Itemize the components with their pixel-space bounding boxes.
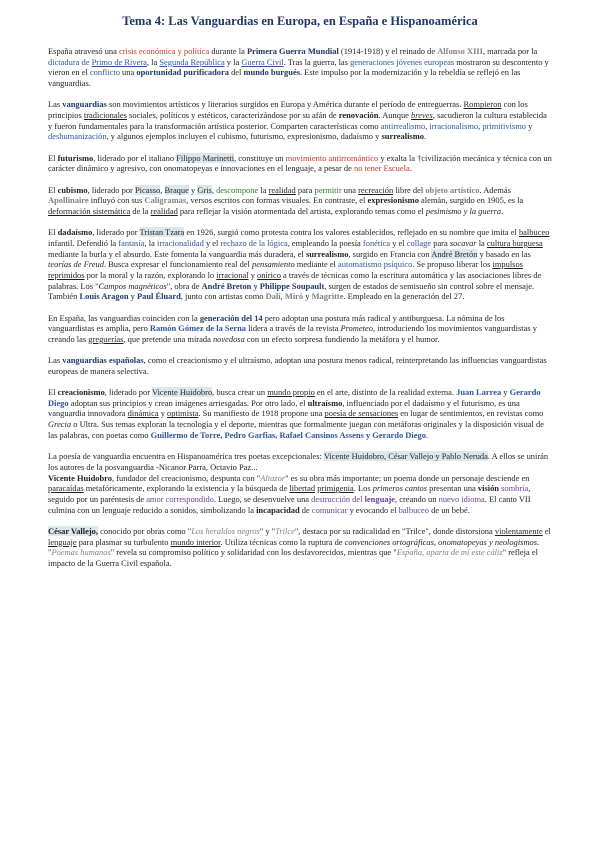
text: para plasmar su turbulento	[76, 536, 171, 547]
text: y la	[224, 56, 242, 67]
text: una	[341, 184, 359, 195]
text: antirrealismo	[380, 120, 426, 131]
text: en 1926, surgió como protesta contra los valores establecidos, reflejado en su nombre que imita el	[184, 227, 519, 238]
text: La poesía de vanguardia encuentra en Hispanoamérica tres poetas excepcionales:	[48, 451, 324, 462]
text: Louis Aragon	[79, 291, 129, 302]
text: André Bretón	[431, 248, 478, 259]
text: en el arte, distinto de la realidad externa.	[314, 387, 457, 398]
text: El	[48, 227, 58, 238]
text: deformación sistemática	[48, 205, 131, 216]
text: y	[158, 408, 168, 419]
text: o Ultra. Sus temas exploran la tecnología y el deporte, mientras que formalmente juegan con metáforas originales y la disposición visual de las palabras, con poetas como	[48, 419, 544, 440]
text: . El canto VII culmina con un lenguaje reducido a sonidos, simbolizando la	[48, 493, 531, 515]
text: Tristan Tzara	[139, 227, 185, 238]
text: , junto con artistas como	[180, 291, 266, 302]
text: mundo propio	[267, 387, 315, 398]
text: onírico	[257, 269, 281, 280]
text: lenguaje	[364, 493, 396, 504]
text: una	[119, 67, 137, 78]
text: y el	[203, 237, 221, 248]
paragraph-huidobro	[48, 473, 552, 516]
text: El	[48, 387, 58, 398]
text: Primo de Rivera	[91, 56, 147, 67]
text: no tener Escuela	[353, 163, 410, 174]
text: infantil. Defendió la	[48, 237, 119, 248]
text: Picasso	[134, 184, 161, 195]
text: .	[501, 205, 504, 216]
text: Rompieron	[463, 99, 502, 110]
text: Ramón Gómez de la Serna	[149, 323, 247, 334]
text: primeros cantos	[372, 483, 428, 494]
text: futurismo	[57, 152, 94, 163]
paragraph-vanguardias-espana	[48, 313, 552, 345]
text: Campos magnéticos	[98, 280, 167, 291]
text: Filippo Marinetti	[176, 152, 235, 163]
text: cubismo	[57, 184, 88, 195]
text: mundo interior	[170, 536, 221, 547]
text: del	[228, 67, 244, 78]
text: Segunda República	[159, 56, 225, 67]
paragraph-futurismo	[48, 153, 552, 174]
text: ultraísmo	[307, 397, 343, 408]
text: " y "	[259, 525, 276, 536]
text: y evocando el	[347, 504, 399, 515]
text: paracaídas	[48, 483, 84, 494]
text: , introduciendo los movimientos vanguardistas y creando las	[48, 323, 537, 344]
text: realidad	[268, 184, 296, 195]
text: oportunidad purificadora	[136, 67, 229, 78]
text: el	[542, 525, 551, 536]
text: greguerías	[88, 333, 124, 344]
text: . Aunque	[378, 110, 412, 121]
text: y exalta la †civilización mecánica y técnica con un carácter dinámico y agresivo, con onomatopeyas e innovaciones en el lenguaje, a pesar de	[48, 152, 552, 174]
text: visión	[477, 483, 499, 494]
text: , versos escritos con formas visuales. En contraste, el	[186, 195, 368, 206]
text: . Además	[479, 184, 511, 195]
text: impulsos reprimidos	[48, 259, 523, 280]
text: vanguardias	[62, 99, 107, 110]
text: irracional	[216, 269, 249, 280]
text: movimiento antirromántico	[285, 152, 379, 163]
text: Gerardo Diego	[48, 387, 541, 408]
text: , influenciado por el dadaísmo y el futurismo, es una vanguardia innovadora	[48, 397, 520, 419]
text: primitivismo	[482, 120, 526, 131]
text: balbuceo	[398, 504, 430, 515]
text: mostraron su descontento y vieron en el	[48, 56, 549, 78]
text: Trilce	[275, 525, 295, 536]
text: renovación	[338, 110, 379, 121]
text: , surgido en Francia con	[348, 248, 432, 259]
text: conflicto	[89, 67, 120, 78]
text: conocido por obras como "	[98, 525, 192, 536]
text: . Empleado en la generación del 27.	[343, 291, 465, 302]
text: fantasía	[118, 237, 145, 248]
text: crisis económica y política	[119, 46, 210, 56]
text: metafóricamente, explorando la existencia y la búsqueda de	[83, 483, 290, 494]
text: . Este impulso por la modernización y la rebeldía se reflejó en las vanguardias.	[48, 67, 521, 89]
text: surrealismo	[381, 131, 424, 142]
paragraph-hispanoamerica	[48, 451, 552, 472]
text: vanguardias españolas	[62, 355, 144, 366]
text: Miró	[284, 291, 304, 302]
text: Apollinaire	[48, 195, 89, 206]
text: Vicente Huidobro	[151, 387, 213, 398]
text: En España, las vanguardias coinciden con la	[48, 312, 200, 323]
text: objeto artístico	[425, 184, 480, 195]
text: Philippe Soupault	[259, 280, 325, 291]
text: y	[251, 280, 260, 291]
text: teorías de Freud	[48, 259, 104, 270]
text: Magritte	[311, 291, 344, 302]
text: , liderado por el italiano	[93, 152, 177, 163]
text: mundo burgués	[243, 67, 300, 78]
text: . Busca expresar el funcionamiento real del	[103, 259, 253, 270]
paragraph-vallejo	[48, 526, 552, 569]
text: y	[248, 269, 258, 280]
text: Dalí	[265, 291, 281, 302]
text: .	[425, 429, 429, 440]
text: Poemas humanos	[51, 547, 111, 558]
text: y	[303, 291, 312, 302]
text: , fundador del creacionismo, despunta con "	[112, 472, 261, 483]
text: violentamente	[494, 525, 543, 536]
text: realidad	[150, 205, 178, 216]
text: rechazo de la lógica	[220, 237, 288, 248]
text: adoptan sus principios y crean imágenes arriesgadas. Por otro lado, el	[68, 397, 308, 408]
text: descompone	[216, 184, 259, 195]
text: ", destaca por su radicalidad en "Trilce", donde distorsiona	[294, 525, 495, 536]
text: alemán, surgido en 1905, es la	[418, 195, 524, 206]
text: presentan una	[427, 483, 478, 494]
text: Juan Larrea	[456, 387, 502, 398]
text: optimista	[167, 408, 199, 419]
text: destrucción del	[311, 493, 365, 504]
paragraph-dadaismo-surrealismo	[48, 227, 552, 302]
text: con un efecto sorpresa fundiendo la metáfora y el humor.	[244, 333, 440, 344]
text: Vicente Huidobro, César Vallejo y Pablo Neruda	[323, 451, 488, 462]
text: generaciones jóvenes europeas	[350, 56, 455, 67]
text: a través de técnicas como la escritura automática y las asociaciones libres de palabras. Los "	[48, 269, 542, 291]
text: collage	[406, 237, 432, 248]
text: libre del	[393, 184, 426, 195]
text: comunicar	[311, 504, 348, 515]
text: y	[128, 291, 137, 302]
text: dictadura de	[48, 56, 92, 67]
text: fonética	[362, 237, 391, 248]
text: " refleja el impacto de la Guerra Civil española.	[48, 547, 538, 568]
text: tradicionales	[83, 110, 127, 121]
text: surrealismo	[305, 248, 349, 259]
text: , marcada por la	[482, 46, 538, 56]
text: de la	[130, 205, 151, 216]
text: creacionismo	[57, 387, 105, 398]
text: , surgen de estados de semisueño sin control sobre el mensaje. También	[48, 280, 535, 302]
text: dinámica	[127, 408, 159, 419]
text: primigenia	[317, 483, 354, 494]
text: , sacudieron la cultura establecida y fueron fundamentales para la transformación artística posterior. Comparten características como	[48, 110, 547, 131]
text: , empleando la poesía	[287, 237, 363, 248]
text: . Los	[353, 483, 373, 494]
text: cultura burguesa	[486, 237, 543, 248]
text: , como el creacionismo y el ultraísmo, adoptan una postura menos radical, reinterpretando las influencias vanguardistas europeas de manera selectiva.	[48, 355, 547, 376]
text: , y algunos ejemplos incluyen el cubismo, futurismo, expresionismo, dadaísmo y	[106, 131, 382, 142]
text: ,	[211, 184, 217, 195]
text: Caligramas	[144, 195, 187, 206]
text: y	[525, 120, 533, 131]
text: , liderado por	[87, 184, 135, 195]
text: , liderado por	[104, 387, 152, 398]
text: sombría	[499, 483, 529, 494]
text: . Utiliza técnicas como la ruptura de	[220, 536, 345, 547]
text: . Se propuso liberar los	[412, 259, 493, 270]
text: dadaísmo	[57, 227, 93, 238]
text: Las	[48, 99, 63, 110]
paragraph-vanguardias-espanolas	[48, 355, 552, 376]
text: " es su obra más importante; un poema donde un personaje desciende en	[285, 472, 530, 483]
text: la	[258, 184, 269, 195]
text: son movimientos artísticos y literarios surgidos en Europa y América durante el período de entreguerras.	[106, 99, 464, 110]
text: en lugar de sentimientos, en revistas como	[398, 408, 544, 419]
text: amor correspondido	[146, 493, 214, 504]
text: André Breton	[201, 280, 252, 291]
text: .	[409, 163, 412, 174]
text: España atravesó una	[48, 46, 119, 56]
text: .	[423, 131, 427, 142]
text: balbuceo	[518, 227, 550, 238]
text: convenciones ortográficas, onomatopeyas y neologismos	[344, 536, 538, 547]
text: , seguido por un paréntesis de	[48, 483, 531, 504]
text: Primera Guerra Mundial	[246, 46, 339, 56]
text: , la	[146, 56, 160, 67]
text: expresionismo	[367, 195, 419, 206]
paragraph-cubismo-expresionismo	[48, 185, 552, 217]
text: , liderado por	[92, 227, 140, 238]
text: Guillermo de Torre, Pedro Garfias, Rafael Cansinos Assens y Gerardo Diego	[150, 429, 426, 440]
text: (1914-1918) y el reinado de	[338, 46, 438, 56]
paragraph-creacionismo-ultraismo	[48, 387, 552, 441]
text: lenguaje	[48, 536, 77, 547]
text: incapacidad	[256, 504, 300, 515]
text: . A ellos se unirán los autores de la posvanguardia -Nicanor Parra, Octavio Paz...	[48, 451, 549, 472]
text: socavar	[449, 237, 477, 248]
text: y	[188, 184, 198, 195]
text: ,	[280, 291, 285, 302]
paragraph-historical-context	[48, 46, 552, 89]
text: César Vallejo,	[48, 525, 98, 536]
text: España, aparta de mí este cáliz	[396, 547, 503, 558]
text: pero adoptan una postura más radical y antiburguesa. La nómina de los vanguardistas es amplia, pero	[48, 312, 505, 334]
text: pesimismo y la guerra	[425, 205, 502, 216]
text: , constituye un	[234, 152, 286, 163]
text: mediante el	[294, 259, 339, 270]
text: . "	[48, 536, 540, 558]
text: sociales, políticos y estéticos, caracterizándose por su afán de	[126, 110, 339, 121]
text: y basado en las	[477, 248, 531, 259]
text: influyó con sus	[88, 195, 145, 206]
text: Gris	[197, 184, 212, 195]
text: , busca crear un	[212, 387, 268, 398]
text: ,	[478, 120, 483, 131]
text: , que pretende una mirada	[123, 333, 213, 344]
text: mediante la burla y el absurdo. Este fomenta la vanguardia más duradera, el	[48, 248, 306, 259]
text: Alfonso XIII	[437, 46, 483, 56]
text: para	[431, 237, 450, 248]
text: lidera a través de la revista	[246, 323, 341, 334]
text: para	[295, 184, 315, 195]
text: con los principios	[48, 99, 528, 121]
text: Los heraldos negros	[191, 525, 260, 536]
text: para reflejar la visión atormentada del artista, explorando temas como el	[177, 205, 426, 216]
text: Vicente Huidobro	[48, 472, 112, 483]
text: Prometeo	[340, 323, 373, 334]
text: Altazor	[260, 472, 286, 483]
page-title: Tema 4: Las Vanguardias en Europa, en España e Hispanoamérica	[122, 14, 478, 28]
text: El	[48, 184, 58, 195]
text: " revela su compromiso político y solidaridad con los desfavorecidos, mientras que "	[110, 547, 397, 558]
text: irracionalidad	[156, 237, 204, 248]
text: ,	[160, 184, 165, 195]
text: y	[501, 387, 510, 398]
text: permitir	[314, 184, 342, 195]
text: Grecia	[48, 419, 72, 430]
text: nuevo idioma	[438, 493, 485, 504]
text: generación del 14	[199, 312, 263, 323]
text: . Tras la guerra, las	[283, 56, 351, 67]
text: Paul Éluard	[136, 291, 181, 302]
text: ", obra de	[166, 280, 202, 291]
text: automatismo psíquico	[338, 259, 413, 270]
text: de un bebé.	[429, 504, 470, 515]
text: irracionalismo	[429, 120, 479, 131]
text: libertad	[289, 483, 316, 494]
text: breves	[411, 110, 433, 121]
text: . Su manifiesto de 1918 propone una	[198, 408, 325, 419]
text: recreación	[358, 184, 394, 195]
text: novedosa	[212, 333, 245, 344]
text: El	[48, 152, 58, 163]
text: . Luego, se desenvuelve una	[213, 493, 312, 504]
text: durante la	[209, 46, 247, 56]
text: poesía de sensaciones	[324, 408, 399, 419]
text: ,	[425, 120, 430, 131]
text: de	[299, 504, 312, 515]
text: , creando un	[395, 493, 439, 504]
text: pensamiento	[252, 259, 295, 270]
text: Las	[48, 355, 63, 366]
text: Braque	[164, 184, 189, 195]
paragraph-vanguardias-definition	[48, 99, 552, 142]
text: deshumanización	[48, 131, 107, 142]
text: y el	[390, 237, 407, 248]
text: , la	[144, 237, 157, 248]
text: Guerra Civil	[241, 56, 284, 67]
text: por la moral y la razón, explorando lo	[84, 269, 217, 280]
text: la	[476, 237, 487, 248]
